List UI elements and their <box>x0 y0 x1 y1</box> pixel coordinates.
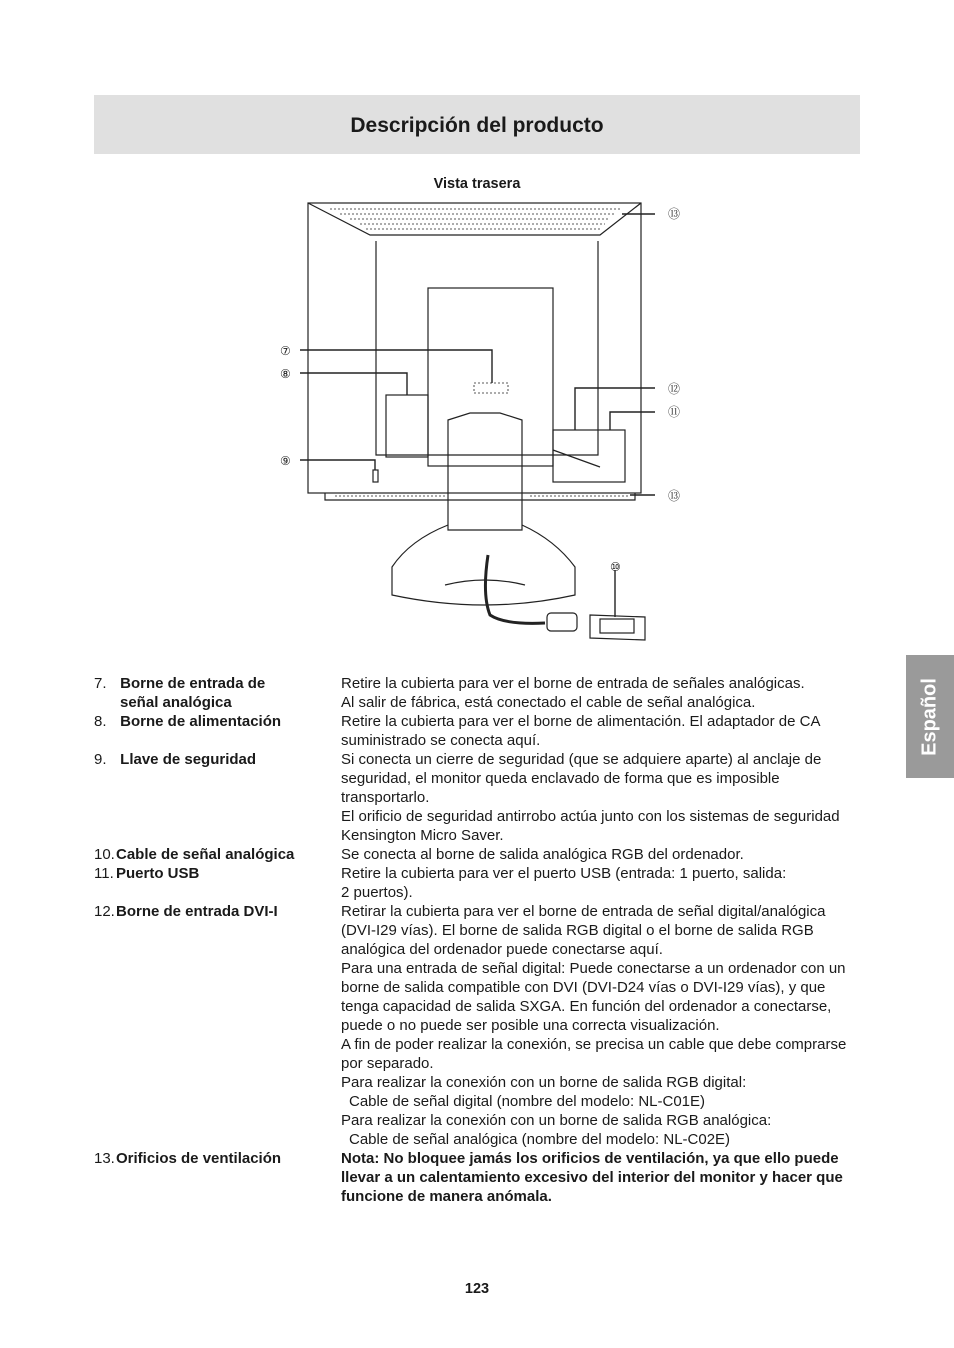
item-number: 7. <box>94 675 107 692</box>
left-connector-cover <box>386 395 428 457</box>
list-item-11 <box>94 864 864 902</box>
rear-view-figure <box>270 195 690 650</box>
stand-base <box>392 525 575 605</box>
language-tab-label: Español <box>918 677 941 756</box>
item-paragraph: Retirar la cubierta para ver el borne de entrada de señal digital/analógica (DVI-I29 vías). El borne de salida RGB digital o el borne de salida RGB analógica del ordenador puede conectarse aquí. <box>341 903 826 958</box>
item-term-text: Puerto USB <box>116 865 200 882</box>
security-slot <box>373 470 378 482</box>
item-paragraph: El orificio de seguridad antirrobo actúa junto con los sistemas de seguridad Kensington Micro Saver. <box>341 808 840 844</box>
callout-9: ⑨ <box>280 454 291 468</box>
item-paragraph: Cable de señal analógica (nombre del modelo: NL-C02E) <box>349 1131 731 1148</box>
item-paragraph: Al salir de fábrica, está conectado el cable de señal analógica. <box>341 694 756 711</box>
item-paragraph: 2 puertos). <box>341 884 413 901</box>
item-description <box>341 864 864 902</box>
item-description <box>341 1149 864 1206</box>
item-paragraph: Retire la cubierta para ver el borne de alimentación. El adaptador de CA suministrado se conecta aquí. <box>341 713 820 749</box>
item-term-line2: señal analógica <box>120 694 232 711</box>
item-paragraph: Para realizar la conexión con un borne de salida RGB analógica: <box>341 1112 772 1129</box>
item-term-text: Orificios de ventilación <box>116 1150 282 1167</box>
item-term-text: Borne de entrada de <box>120 675 266 692</box>
language-tab <box>906 655 954 778</box>
item-term <box>94 864 341 902</box>
figure-title: Vista trasera <box>433 176 521 192</box>
page-number: 123 <box>464 1281 490 1297</box>
item-term <box>94 845 341 864</box>
item-paragraph: Retire la cubierta para ver el borne de entrada de señales analógicas. <box>341 675 805 692</box>
monitor-rear-view-illustration <box>270 195 690 650</box>
item-number: 11. <box>94 865 114 882</box>
item-paragraph: A fin de poder realizar la conexión, se precisa un cable que debe comprarse por separado. <box>341 1036 847 1072</box>
callout-8: ⑧ <box>280 367 291 381</box>
analog-cable <box>485 555 545 623</box>
item-paragraph: Si conecta un cierre de seguridad (que se adquiere aparte) al anclaje de seguridad, el monitor queda enclavado de forma que es imposible transportarlo. <box>341 751 822 806</box>
page-title: Descripción del producto <box>350 114 604 137</box>
list-item-8 <box>94 712 864 750</box>
item-term-text: Borne de alimentación <box>120 713 282 730</box>
top-vent-holes <box>330 209 620 229</box>
item-term <box>94 1149 341 1206</box>
item-number: 12. <box>94 903 115 920</box>
item-description <box>341 902 864 1149</box>
item-term <box>94 712 341 750</box>
callout-10: ⑩ <box>610 560 621 574</box>
callout-12: ⑫ <box>668 382 681 396</box>
item-description <box>341 750 864 845</box>
stand-neck <box>448 413 522 530</box>
item-paragraph: Se conecta al borne de salida analógica RGB del ordenador. <box>341 846 744 863</box>
component-list <box>94 674 864 1206</box>
item-number: 13. <box>94 1150 115 1167</box>
item-term-text: Borne de entrada DVI-I <box>116 903 278 920</box>
list-item-9 <box>94 750 864 845</box>
list-item-10 <box>94 845 864 864</box>
label-area <box>474 383 508 393</box>
item-term <box>94 674 341 712</box>
item-paragraph: Para una entrada de señal digital: Puede conectarse a un ordenador con un borne de salida compatible con DVI (DVI-D24 vías o DVI-I29 vías), y que tenga capacidad de salida SXGA. En función del ordenador a conectarse, puede o no puede ser posible una correcta visualización. <box>341 960 846 1034</box>
item-term <box>94 902 341 1149</box>
item-paragraph: Cable de señal digital (nombre del modelo: NL-C01E) <box>349 1093 706 1110</box>
item-number: 8. <box>94 713 107 730</box>
rear-panel <box>376 241 598 455</box>
item-description <box>341 674 864 712</box>
item-number: 9. <box>94 751 107 768</box>
item-description <box>341 712 864 750</box>
callout-11: ⑪ <box>668 405 681 419</box>
callout-13-bottom: ⑬ <box>668 489 681 503</box>
title-band <box>94 95 860 154</box>
item-term <box>94 750 341 845</box>
list-item-13 <box>94 1149 864 1206</box>
list-item-12 <box>94 902 864 1149</box>
item-term-text: Llave de seguridad <box>120 751 257 768</box>
item-paragraph: Para realizar la conexión con un borne de salida RGB digital: <box>341 1074 747 1091</box>
callout-13-top: ⑬ <box>668 207 681 221</box>
item-note: Nota: No bloquee jamás los orificios de ventilación, ya que ello puede llevar a un calentamiento excesivo del interior del monitor y hacer que funcione de manera anómala. <box>341 1150 843 1205</box>
item-number: 10. <box>94 846 115 863</box>
cable-ferrite <box>547 613 577 631</box>
callout-7: ⑦ <box>280 344 291 358</box>
item-term-text: Cable de señal analógica <box>116 846 295 863</box>
bottom-vent-band <box>325 493 635 500</box>
item-paragraph: Retire la cubierta para ver el puerto USB (entrada: 1 puerto, salida: <box>341 865 787 882</box>
right-connector-cover <box>553 430 625 482</box>
callout-lines <box>300 214 655 617</box>
monitor-body <box>308 203 641 493</box>
list-item-7 <box>94 674 864 712</box>
item-description <box>341 845 864 864</box>
back-cover <box>428 288 553 466</box>
